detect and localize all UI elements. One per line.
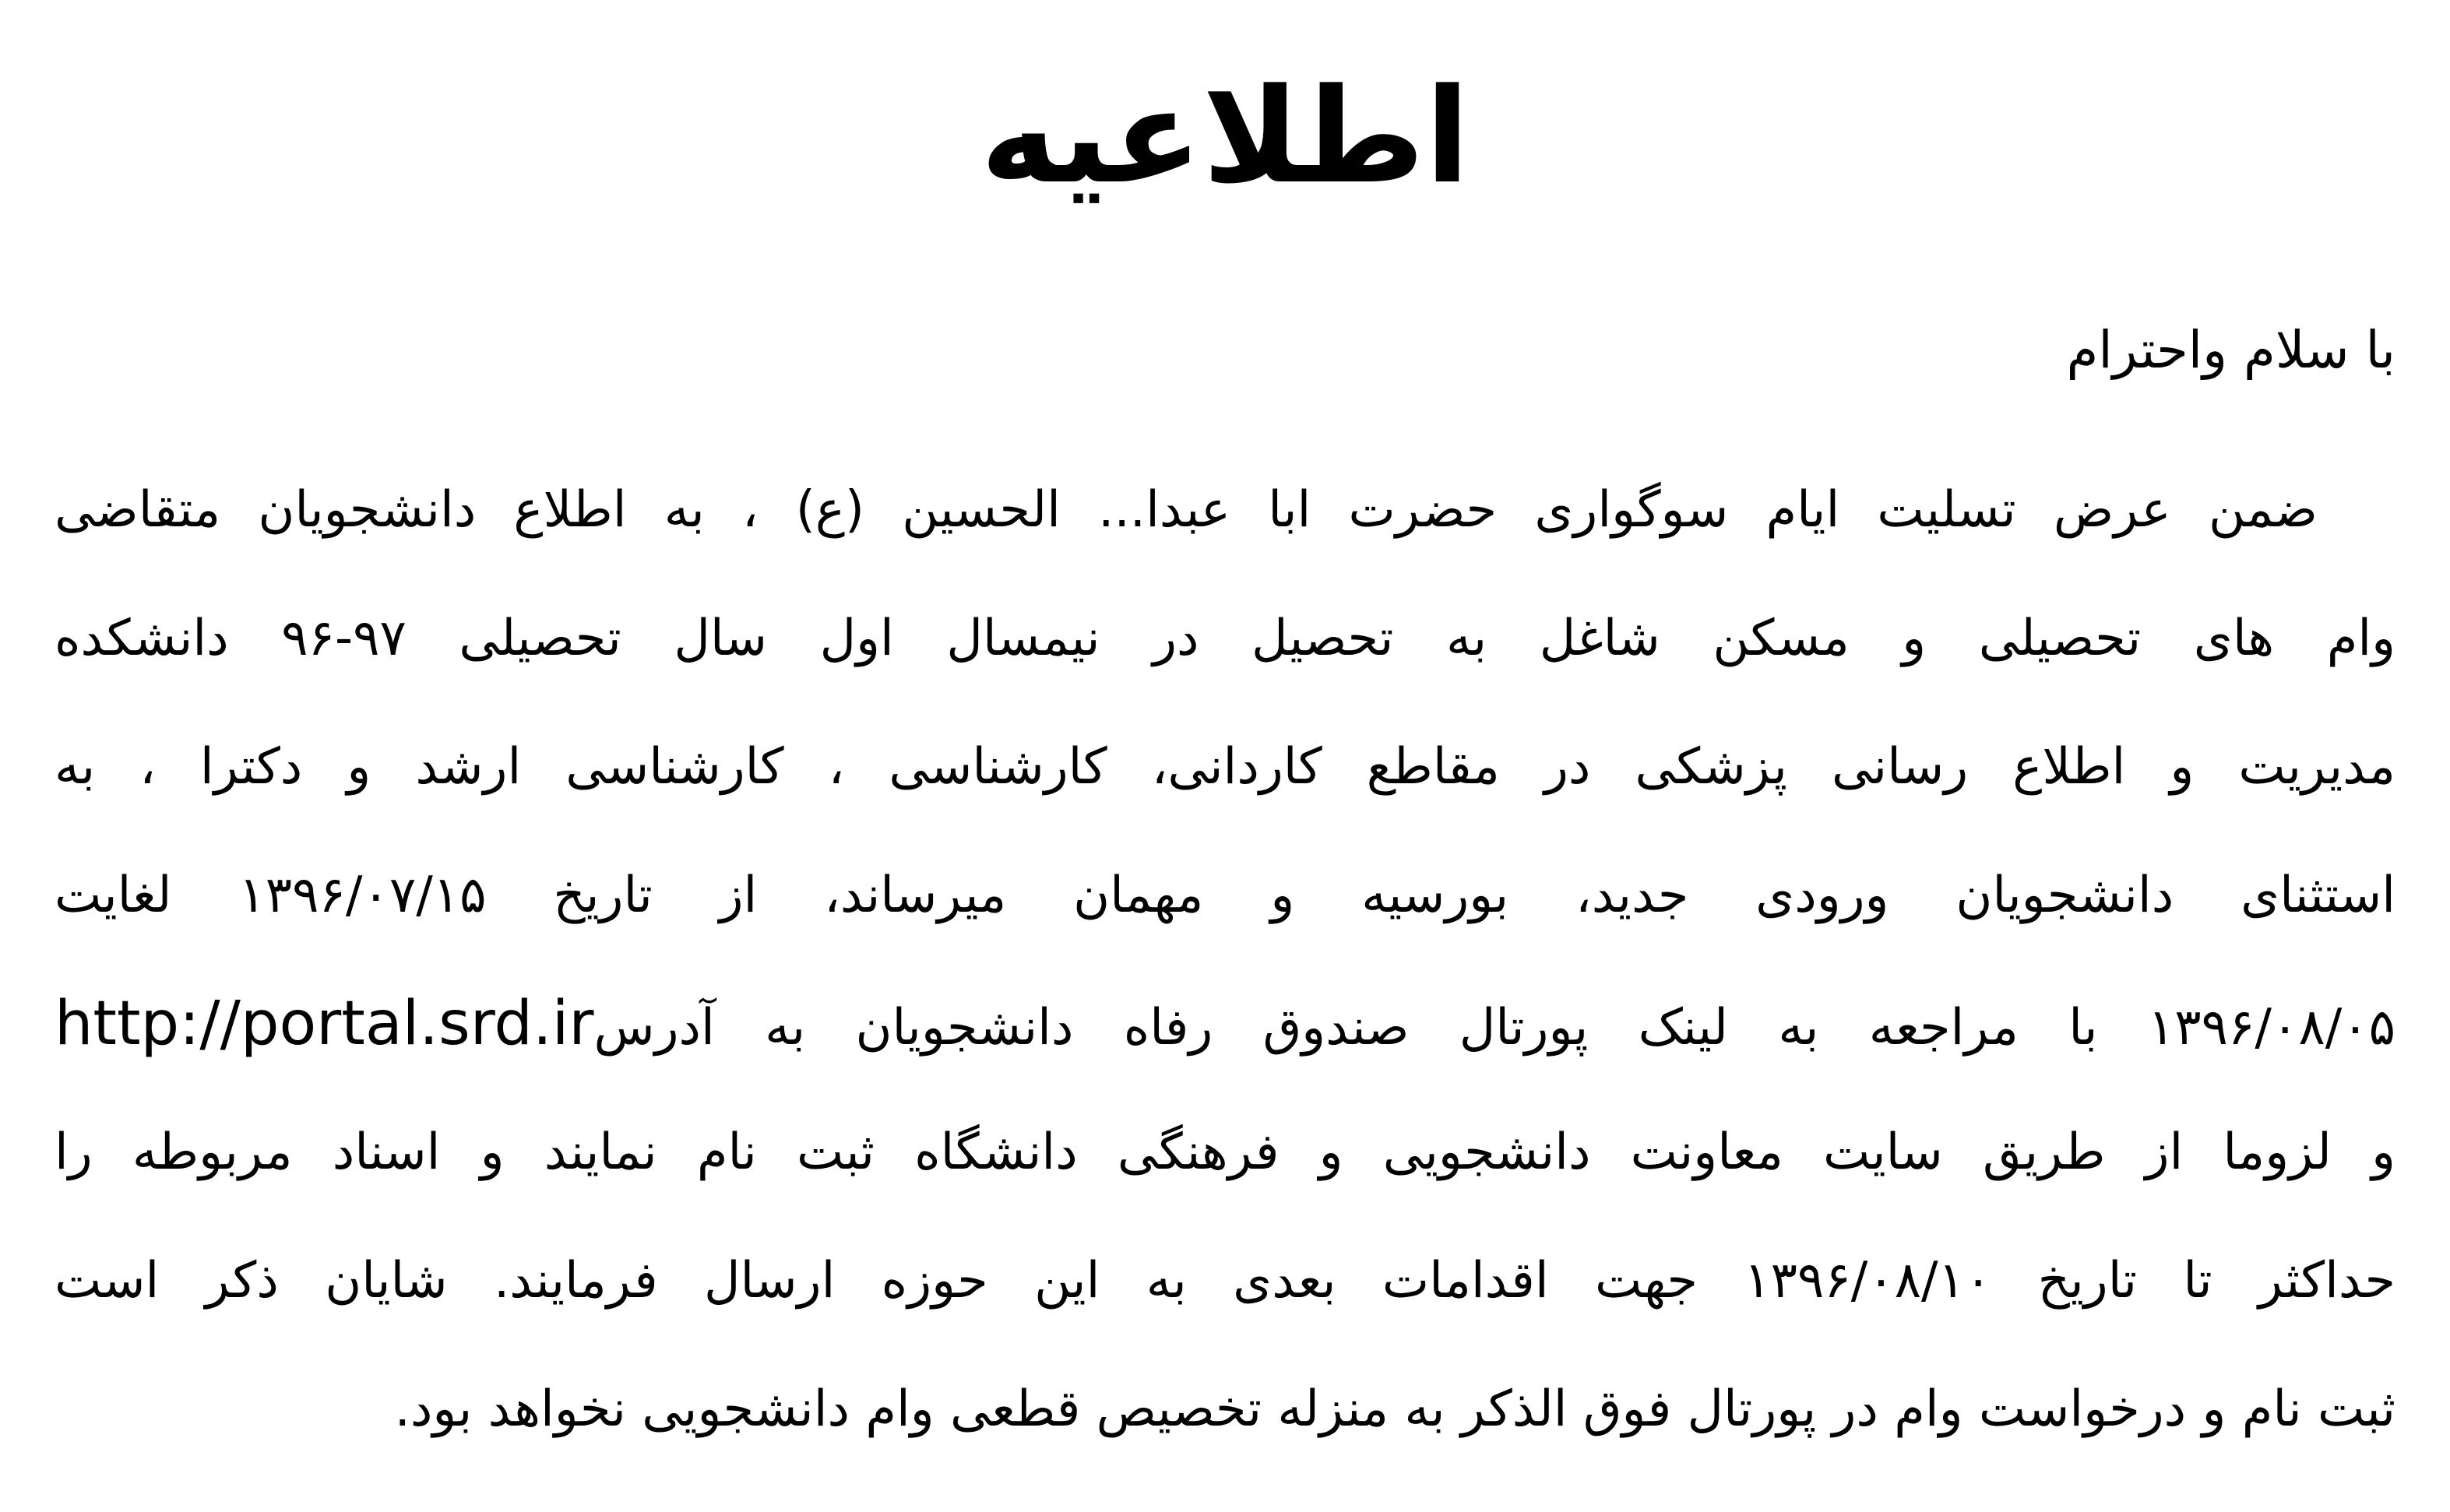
body-line-4: استثنای دانشجویان ورودی جدید، بورسیه و مهمان میرساند، از تاریخ ۱۳۹۶/۰۷/۱۵ لغایت bbox=[55, 867, 2396, 924]
body-line-3: مدیریت و اطلاع رسانی پزشکی در مقاطع کاردانی، کارشناسی ، کارشناسی ارشد و دکترا ، به bbox=[55, 738, 2395, 796]
body-line-5-text: ۱۳۹۶/۰۸/۰۵ با مراجعه به لینک پورتال صندوق رفاه دانشجویان به آدرس bbox=[593, 999, 2395, 1057]
greeting-text: با سلام واحترام bbox=[2066, 320, 2395, 380]
body-line-8: ثبت نام و درخواست وام در پورتال فوق الذکر به منزله تخصیص قطعی وام دانشجویی نخواهد بود. bbox=[394, 1380, 2395, 1438]
body-line-2: وام های تحصیلی و مسکن شاغل به تحصیل در نیمسال اول سال تحصیلی ۹۷-۹۶ دانشکده bbox=[55, 610, 2396, 667]
portal-link[interactable]: http://portal.srd.ir bbox=[55, 989, 594, 1059]
body-line-1: ضمن عرض تسلیت ایام سوگواری حضرت ابا عبدا... الحسین (ع) ، به اطلاع دانشجویان متقاضی bbox=[55, 481, 2318, 539]
body-line-5 bbox=[55, 973, 2395, 1078]
page-title: اطلاعیه bbox=[980, 60, 1470, 213]
body-line-7: حداکثر تا تاریخ ۱۳۹۶/۰۸/۱۰ جهت اقدامات بعدی به این حوزه ارسال فرمایند. شایان ذکر است bbox=[55, 1252, 2395, 1310]
body-line-6: و لزوما از طریق سایت معاونت دانشجویی و فرهنگی دانشگاه ثبت نام نمایند و اسناد مربوطه را bbox=[55, 1123, 2395, 1181]
